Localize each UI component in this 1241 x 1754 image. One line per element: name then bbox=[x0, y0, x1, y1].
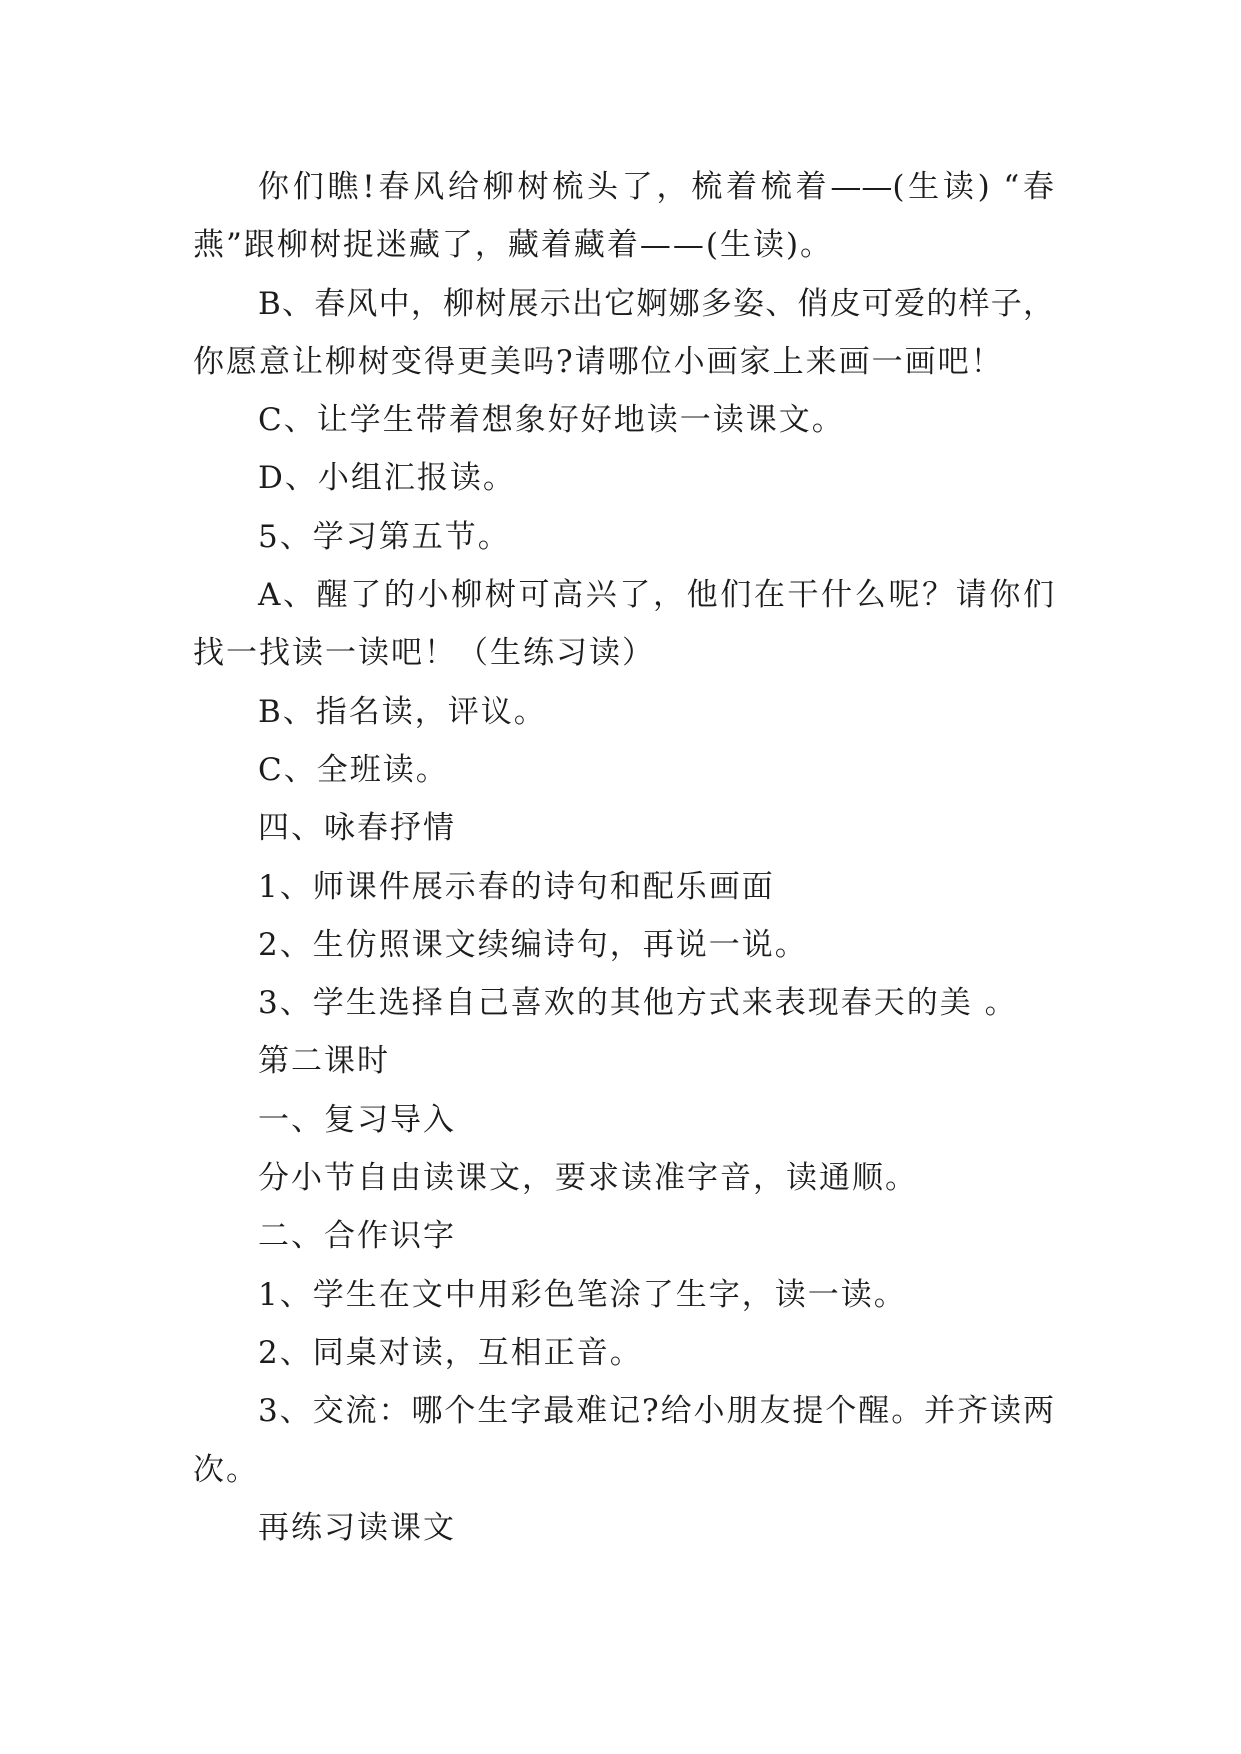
text-line: 再练习读课文 bbox=[258, 1509, 456, 1546]
heading-review bbox=[193, 1091, 1054, 1149]
text-line: 3、交流：哪个生字最难记?给小朋友提个醒。并齐读两 bbox=[258, 1393, 1054, 1430]
paragraph-step-c bbox=[193, 391, 1054, 449]
text-line: 一、复习导入 bbox=[258, 1101, 456, 1138]
text-line: 第二课时 bbox=[258, 1043, 390, 1080]
text-line: 找一找读一读吧！（生练习读） bbox=[193, 635, 655, 672]
text-line: A、醒了的小柳树可高兴了，他们在干什么呢？请你们 bbox=[258, 577, 1054, 614]
text-line: 次。 bbox=[193, 1451, 259, 1488]
text-line: B、指名读，评议。 bbox=[258, 693, 547, 730]
text-line: C、全班读。 bbox=[258, 751, 449, 788]
paragraph-literacy-item-3 bbox=[193, 1382, 1054, 1499]
text-line: 2、同桌对读，互相正音。 bbox=[258, 1334, 643, 1371]
heading-second-lesson bbox=[193, 1032, 1054, 1090]
text-line: 四、咏春抒情 bbox=[258, 810, 456, 847]
text-line: 燕”跟柳树捉迷藏了，藏着藏着——(生读)。 bbox=[193, 227, 834, 264]
paragraph-literacy-item-2 bbox=[193, 1324, 1054, 1382]
text-line: B、春风中，柳树展示出它婀娜多姿、俏皮可爱的样子， bbox=[258, 285, 1054, 322]
paragraph-step-d bbox=[193, 449, 1054, 507]
text-line: 3、学生选择自己喜欢的其他方式来表现春天的美 。 bbox=[258, 985, 1018, 1022]
paragraph-section-5-a bbox=[193, 566, 1054, 683]
paragraph-literacy-item-1 bbox=[193, 1266, 1054, 1324]
paragraph-step-b bbox=[193, 275, 1054, 392]
paragraph-section-5 bbox=[193, 508, 1054, 566]
text-line: 1、学生在文中用彩色笔涂了生字，读一读。 bbox=[258, 1276, 907, 1313]
heading-literacy bbox=[193, 1207, 1054, 1265]
text-line: 2、生仿照课文续编诗句，再说一说。 bbox=[258, 926, 808, 963]
text-line: 5、学习第五节。 bbox=[258, 518, 511, 555]
paragraph-part-4-item-2 bbox=[193, 916, 1054, 974]
heading-part-4 bbox=[193, 799, 1054, 857]
paragraph-section-5-c bbox=[193, 741, 1054, 799]
text-line: 分小节自由读课文，要求读准字音，读通顺。 bbox=[258, 1160, 918, 1197]
paragraph-spring-wind bbox=[193, 158, 1054, 275]
paragraph-part-4-item-3 bbox=[193, 974, 1054, 1032]
text-line: C、让学生带着想象好好地读一读课文。 bbox=[258, 402, 845, 439]
text-line: 二、合作识字 bbox=[258, 1218, 456, 1255]
text-line: D、小组汇报读。 bbox=[258, 460, 516, 497]
paragraph-section-5-b bbox=[193, 683, 1054, 741]
paragraph-part-4-item-1 bbox=[193, 858, 1054, 916]
text-line: 你们瞧!春风给柳树梳头了，梳着梳着——(生读) “春 bbox=[258, 169, 1054, 205]
paragraph-review bbox=[193, 1149, 1054, 1207]
text-line: 你愿意让柳树变得更美吗?请哪位小画家上来画一画吧！ bbox=[193, 343, 1004, 380]
document-body bbox=[193, 158, 1054, 1557]
paragraph-practice-reading bbox=[193, 1499, 1054, 1557]
text-line: 1、师课件展示春的诗句和配乐画面 bbox=[258, 868, 775, 905]
